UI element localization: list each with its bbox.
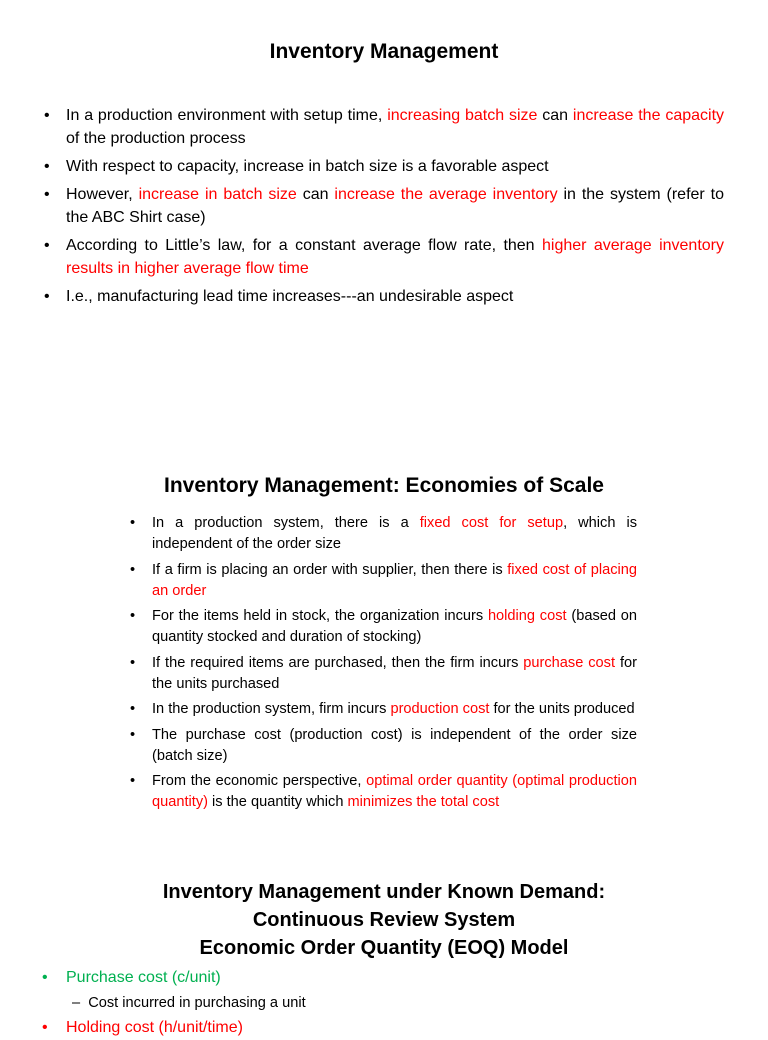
bullet-text: In the production system, firm incurs xyxy=(152,701,391,717)
bullet-text: (based on quantity stocked and duration of stocking) xyxy=(152,608,637,645)
bullet-text: can xyxy=(296,186,335,203)
bullet-text: can xyxy=(537,107,573,124)
bullet-item xyxy=(128,606,637,648)
bullet-glyph: • xyxy=(130,726,136,743)
bullet-text: If the required items are purchased, then the firm incurs xyxy=(152,654,524,671)
bullet-text: for the units produced xyxy=(489,701,635,717)
title-line-1: Inventory Management under Known Demand: xyxy=(162,881,606,903)
bullet-item xyxy=(128,725,637,767)
bullet-text: is the quantity which xyxy=(207,794,348,810)
highlighted-text: increase the average inventory xyxy=(334,186,558,203)
highlighted-text: purchase cost xyxy=(523,654,616,671)
highlighted-text: fixed cost for setup xyxy=(419,515,564,531)
bullet-text: For the items held in stock, the organization incurs xyxy=(152,608,488,624)
bullet-text: According to Little’s law, for a constant average flow rate, then xyxy=(66,237,542,254)
bullet-text: , which is independent of the order size xyxy=(152,515,638,552)
title-line-3: Economic Order Quantity (EOQ) Model xyxy=(199,937,569,959)
slide-title xyxy=(0,878,768,962)
highlighted-text: increase in batch size xyxy=(138,186,297,203)
bullet-glyph: • xyxy=(44,288,50,305)
bullet-glyph: • xyxy=(130,608,136,624)
bullet-item xyxy=(128,653,637,695)
highlighted-text: fixed cost of placing an order xyxy=(152,561,637,599)
bullet-list xyxy=(42,104,724,313)
bullet-item xyxy=(42,234,724,280)
bullet-text: With respect to capacity, increase in batch size is a favorable aspect xyxy=(66,158,549,175)
bullet-glyph: • xyxy=(130,654,136,671)
highlighted-text: minimizes the total cost xyxy=(347,794,500,810)
bullet-glyph: • xyxy=(42,969,48,986)
bullet-text: The purchase cost (production cost) is independent of the order size (batch size) xyxy=(152,726,637,764)
bullet-text: Purchase cost (c/unit) xyxy=(66,969,221,986)
bullet-glyph: • xyxy=(44,158,50,175)
bullet-glyph: • xyxy=(130,515,136,531)
bullet-item xyxy=(42,104,724,150)
bullet-glyph: • xyxy=(44,107,50,124)
bullet-text: In a production environment with setup time, xyxy=(66,107,388,124)
bullet-text: in the system (refer to the ABC Shirt case) xyxy=(66,186,724,226)
bullet-item xyxy=(128,513,637,555)
bullet-text: Holding cost (h/unit/time) xyxy=(66,1019,243,1036)
highlighted-text: production cost xyxy=(390,701,490,717)
sub-bullet-purchase-cost xyxy=(72,992,306,1014)
bullet-glyph: • xyxy=(130,773,136,789)
bullet-item xyxy=(42,155,724,178)
slide-title: Inventory Management xyxy=(269,40,499,63)
highlighted-text: increase the capacity xyxy=(572,107,725,124)
bullet-text: for the units purchased xyxy=(152,654,637,692)
bullet-text: However, xyxy=(66,186,139,203)
dash-glyph: – xyxy=(72,995,81,1011)
bullet-text: of the production process xyxy=(66,130,246,147)
highlighted-text: higher average inventory results in higher average flow time xyxy=(66,237,724,277)
highlighted-text: optimal order quantity (optimal production quantity) xyxy=(152,773,637,810)
bullet-item xyxy=(128,771,637,813)
highlighted-text: increasing batch size xyxy=(387,107,538,124)
bullet-glyph: • xyxy=(44,186,50,203)
sub-bullet-text: Cost incurred in purchasing a unit xyxy=(88,995,306,1011)
bullet-text: From the economic perspective, xyxy=(152,773,367,789)
bullet-text: I.e., manufacturing lead time increases---an undesirable aspect xyxy=(66,288,514,305)
slide-title: Inventory Management: Economies of Scale xyxy=(164,474,604,497)
bullet-text: In a production system, there is a xyxy=(152,515,420,531)
bullet-glyph: • xyxy=(130,561,136,578)
bullet-item xyxy=(128,699,637,720)
bullet-item xyxy=(128,560,637,602)
bullet-text: If a firm is placing an order with supplier, then there is xyxy=(152,561,508,578)
bullet-list xyxy=(128,513,637,818)
bullet-item xyxy=(42,183,724,229)
bullet-item xyxy=(42,285,724,308)
title-line-2: Continuous Review System xyxy=(252,909,516,931)
highlighted-text: holding cost xyxy=(487,608,567,624)
bullet-purchase-cost xyxy=(42,966,221,990)
bullet-holding-cost xyxy=(42,1016,243,1040)
bullet-glyph: • xyxy=(42,1019,48,1036)
bullet-glyph: • xyxy=(130,701,136,717)
bullet-glyph: • xyxy=(44,237,50,254)
